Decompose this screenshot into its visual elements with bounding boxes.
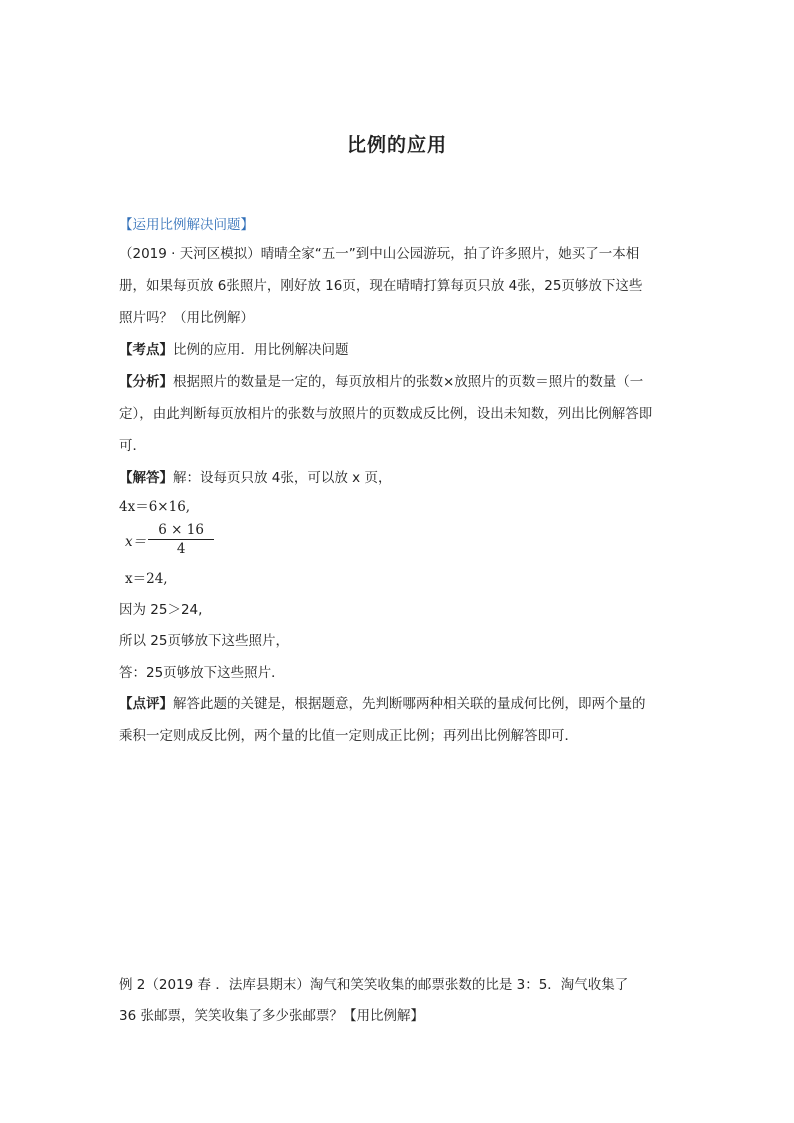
fenxi-line-2: 定），由此判断每页放相片的张数与放照片的页数成反比例，设出未知数，列出比例解答即 <box>119 406 653 422</box>
fraction-numerator: 6 × 16 <box>158 522 204 538</box>
fenxi-text-1: 根据照片的数量是一定的，每页放相片的张数×放照片的页数＝照片的数量（一 <box>173 374 644 390</box>
fraction-denominator: 4 <box>176 541 186 557</box>
section-tag: 【运用比例解决问题】 <box>119 217 254 233</box>
dianping-label: 【点评】 <box>119 696 173 712</box>
dianping-text-1: 解答此题的关键是，根据题意，先判断哪两种相关联的量成何比例，即两个量的 <box>173 696 646 712</box>
fraction-equation <box>125 521 214 558</box>
dianping-line-1 <box>119 694 646 714</box>
fenxi-label: 【分析】 <box>119 374 173 390</box>
example2-line-2: 36 张邮票，笑笑收集了多少张邮票？【用比例解】 <box>119 1008 424 1024</box>
because-line: 因为 25＞24, <box>119 602 203 618</box>
answer-line: 答：25页够放下这些照片． <box>119 665 285 681</box>
jieda <box>119 468 391 488</box>
problem-line-1: （2019 · 天河区模拟）晴晴全家“五一”到中山公园游玩，拍了许多照片，她买了一本相 <box>119 246 640 262</box>
kaodian-label: 【考点】 <box>119 342 173 358</box>
jieda-label: 【解答】 <box>119 470 173 486</box>
fraction-stack <box>148 521 214 558</box>
problem-line-3: 照片吗？（用比例解） <box>119 310 254 326</box>
example2-line-1: 例 2（2019 春 ．法库县期末）淘气和笑笑收集的邮票张数的比是 3：5．淘气收集了 <box>119 977 629 993</box>
page-title: 比例的应用 <box>346 134 447 156</box>
kaodian-text: 比例的应用．用比例解决问题 <box>173 342 349 358</box>
fraction-variable: x＝ <box>125 533 147 550</box>
equation-1: 4x＝6×16, <box>119 499 191 515</box>
problem-line-2: 册，如果每页放 6张照片，刚好放 16页，现在晴晴打算每页只放 4张，25页够放下这些 <box>119 278 643 294</box>
fenxi-line-1 <box>119 372 643 392</box>
dianping-line-2: 乘积一定则成反比例，两个量的比值一定则成正比例；再列出比例解答即可． <box>119 728 578 744</box>
fenxi-line-3: 可． <box>119 438 146 454</box>
kaodian <box>119 340 349 360</box>
jieda-text: 解：设每页只放 4张，可以放 x 页， <box>173 470 392 486</box>
equation-3: x＝24, <box>125 571 168 587</box>
so-line: 所以 25页够放下这些照片， <box>119 633 289 649</box>
